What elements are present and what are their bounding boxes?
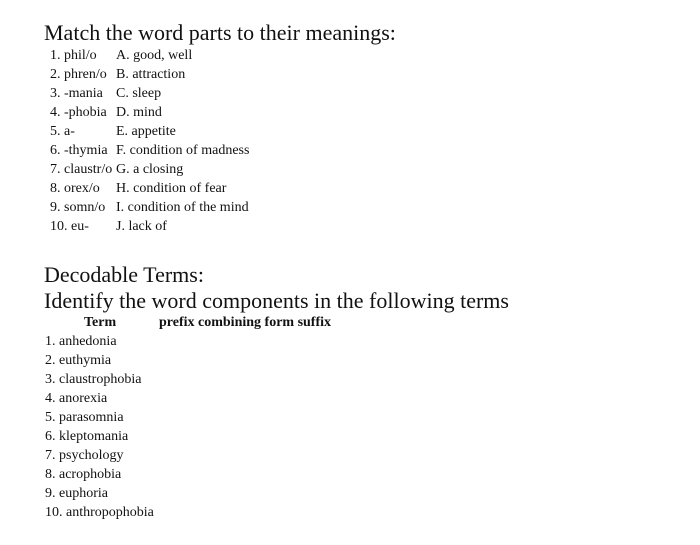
word-part: 9. somn/o xyxy=(50,200,106,215)
meaning: H. condition of fear xyxy=(116,181,227,196)
word-part: 2. phren/o xyxy=(50,67,107,82)
terms-list xyxy=(45,332,154,522)
term-item: 7. psychology xyxy=(45,448,124,463)
decodable-terms-instruction: Identify the word components in the following terms xyxy=(44,288,509,313)
term-item: 3. claustrophobia xyxy=(45,372,142,387)
term-item: 4. anorexia xyxy=(45,391,108,406)
term-item: 9. euphoria xyxy=(45,486,108,501)
word-part: 10. eu- xyxy=(50,219,89,234)
meaning: A. good, well xyxy=(116,48,193,63)
word-part: 1. phil/o xyxy=(50,48,97,63)
meaning: J. lack of xyxy=(116,219,167,234)
word-part: 4. -phobia xyxy=(50,105,107,120)
meaning: G. a closing xyxy=(116,162,184,177)
meaning: C. sleep xyxy=(116,86,162,101)
term-item: 10. anthropophobia xyxy=(45,505,154,520)
word-part: 8. orex/o xyxy=(50,181,100,196)
word-part: 5. a- xyxy=(50,124,75,139)
meaning: F. condition of madness xyxy=(116,143,250,158)
term-item: 1. anhedonia xyxy=(45,334,117,349)
term-column-header: Term xyxy=(84,315,117,330)
term-item: 8. acrophobia xyxy=(45,467,122,482)
meaning: I. condition of the mind xyxy=(116,200,249,215)
matching-title: Match the word parts to their meanings: xyxy=(44,20,396,45)
term-item: 5. parasomnia xyxy=(45,410,124,425)
components-column-header: prefix combining form suffix xyxy=(159,315,332,330)
meaning: E. appetite xyxy=(116,124,176,139)
word-part: 3. -mania xyxy=(50,86,103,101)
term-item: 6. kleptomania xyxy=(45,429,129,444)
term-item: 2. euthymia xyxy=(45,353,112,368)
meaning: D. mind xyxy=(116,105,162,120)
meaning: B. attraction xyxy=(116,67,186,82)
word-part: 6. -thymia xyxy=(50,143,108,158)
decodable-terms-title: Decodable Terms: xyxy=(44,262,204,287)
word-part: 7. claustr/o xyxy=(50,162,113,177)
